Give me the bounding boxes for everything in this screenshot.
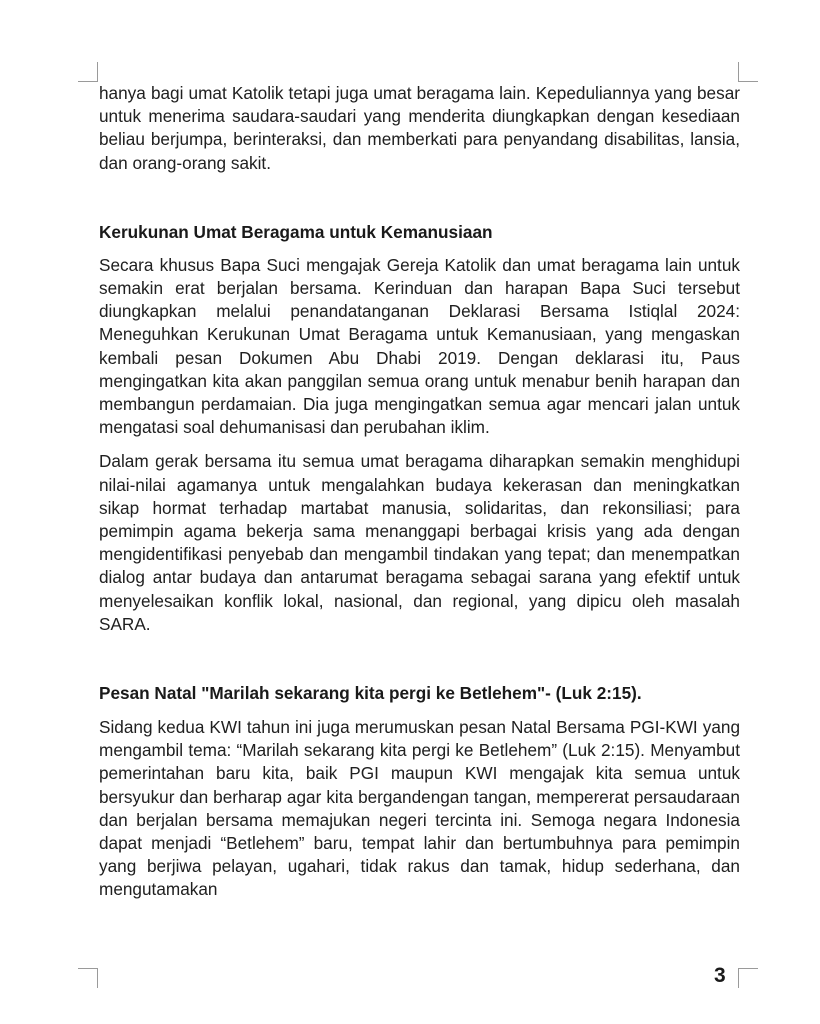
- crop-mark-bottom-right: [738, 968, 758, 988]
- page-number: 3: [714, 964, 726, 987]
- section-heading-pesan-natal: Pesan Natal "Marilah sekarang kita pergi ke Betlehem"- (Luk 2:15).: [99, 683, 642, 704]
- section-heading-kerukunan: Kerukunan Umat Beragama untuk Kemanusiaan: [99, 221, 493, 242]
- crop-mark-top-right: [738, 62, 758, 82]
- page-content: [99, 82, 740, 902]
- paragraph-kerukunan-1: Secara khusus Bapa Suci mengajak Gereja Katolik dan umat beragama lain untuk semakin erat berjalan bersama. Kerinduan dan harapan Bapa Suci tersebut diungkapkan melalui penandatanganan Deklarasi Bersama Istiqlal 2024: Meneguhkan Kerukunan Umat Beragama untuk Kemanusiaan, yang mengaskan kembali pesan Dokumen Abu Dhabi 2019. Dengan deklarasi itu, Paus mengingatkan kita akan panggilan semua orang untuk menabur benih harapan dan membangun perdamaian. Dia juga mengingatkan semua agar mencari jalan untuk mengatasi soal dehumanisasi dan perubahan iklim.: [99, 254, 740, 438]
- paragraph-kerukunan-2: Dalam gerak bersama itu semua umat beragama diharapkan semakin menghidupi nilai-nilai agamanya untuk mengalahkan budaya kekerasan dan meningkatkan sikap hormat terhadap martabat manusia, solidaritas, dan rekonsiliasi; para pemimpin agama bekerja sama menanggapi berbagai krisis yang ada dengan mengidentifikasi penyebab dan mengambil tindakan yang tepat; dan menempatkan dialog antar budaya dan antarumat beragama sebagai sarana yang efektif untuk menyelesaikan konflik lokal, nasional, dan regional, yang dipicu oleh masalah SARA.: [99, 451, 740, 634]
- paragraph-continued: hanya bagi umat Katolik tetapi juga umat beragama lain. Kepeduliannya yang besar untuk menerima saudara-saudari yang menderita diungkapkan dengan kesediaan beliau berjumpa, berinteraksi, dan memberkati para penyandang disabilitas, lansia, dan orang-orang sakit.: [99, 83, 740, 173]
- paragraph-pesan-natal: Sidang kedua KWI tahun ini juga merumuskan pesan Natal Bersama PGI-KWI yang mengambil tema: “Marilah sekarang kita pergi ke Betlehem” (Luk 2:15). Menyambut pemerintahan baru kita, baik PGI maupun KWI mengajak kita semua untuk bersyukur dan berharap agar kita bergandengan tangan, mempererat persaudaraan dan berjalan bersama memajukan negeri tercinta ini. Semoga negara Indonesia dapat menjadi “Betlehem” baru, tempat lahir dan bertumbuhnya para pemimpin yang berjiwa pelayan, ugahari, tidak rakus dan tamak, hidup sederhana, dan mengutamakan: [99, 717, 740, 900]
- crop-mark-bottom-left: [78, 968, 98, 988]
- crop-mark-top-left: [78, 62, 98, 82]
